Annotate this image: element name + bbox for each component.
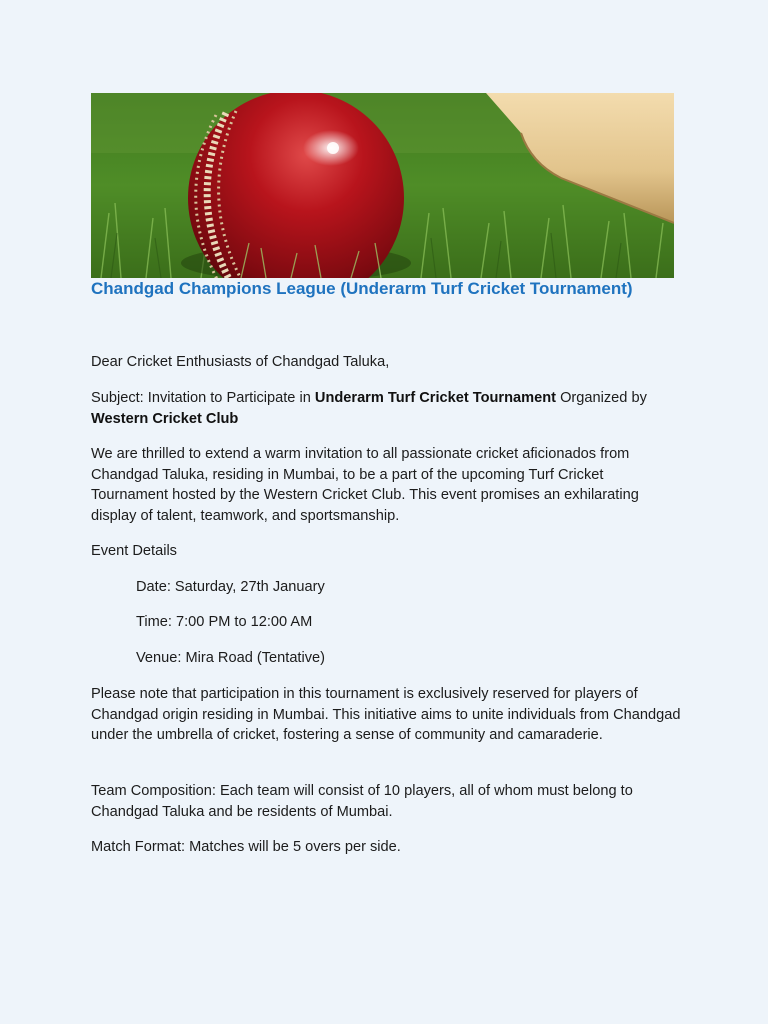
subject-tournament-name: Underarm Turf Cricket Tournament [314, 390, 557, 406]
match-format-paragraph: Match Format: Matches will be 5 overs per side. [91, 839, 401, 855]
event-date: Date: Saturday, 27th January [136, 579, 325, 595]
intro-paragraph: We are thrilled to extend a warm invitation to all passionate cricket aficionados from Chandgad Taluka, residing in Mumbai, to be a part of the upcoming Turf Cricket Tournament hosted by the Western Cricket Club. This event promises an exhilarating display of talent, teamwork, and sportsmanship. [91, 446, 639, 524]
event-venue: Venue: Mira Road (Tentative) [136, 650, 326, 666]
cricket-banner-image [91, 93, 674, 278]
event-time: Time: 7:00 PM to 12:00 AM [136, 614, 313, 630]
event-details-heading: Event Details [91, 543, 177, 559]
subject-middle: Organized by [556, 390, 647, 406]
eligibility-paragraph: Please note that participation in this tournament is exclusively reserved for players of Chandgad origin residing in Mumbai. This initiative aims to unite individuals from Chandgad under the umbrella of cricket, fostering a sense of community and camaraderie. [91, 686, 681, 744]
team-composition-paragraph: Team Composition: Each team will consist of 10 players, all of whom must belong to Chandgad Taluka and be residents of Mumbai. [91, 783, 633, 820]
greeting-paragraph: Dear Cricket Enthusiasts of Chandgad Taluka, [91, 354, 390, 370]
subject-club-name: Western Cricket Club [91, 410, 239, 427]
subject-prefix: Subject: Invitation to Participate in [91, 390, 315, 406]
document-title: Chandgad Champions League (Underarm Turf Cricket Tournament) [91, 279, 633, 298]
subject-paragraph [91, 388, 681, 429]
